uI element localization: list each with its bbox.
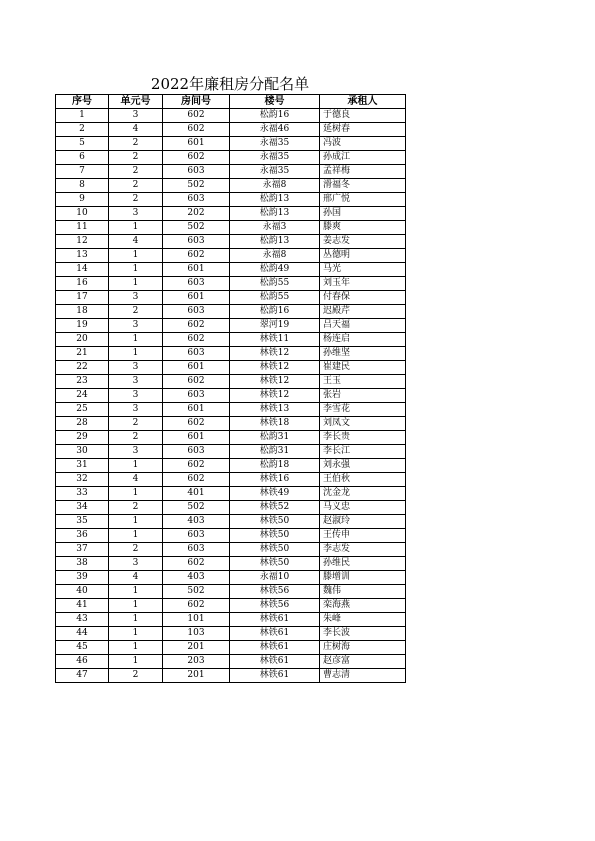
cell-index: 21	[56, 347, 109, 361]
cell-unit: 3	[109, 109, 163, 123]
cell-room: 101	[163, 613, 230, 627]
cell-building: 林铁50	[230, 557, 320, 571]
cell-room: 601	[163, 403, 230, 417]
cell-room: 202	[163, 207, 230, 221]
cell-room: 602	[163, 109, 230, 123]
cell-room: 103	[163, 627, 230, 641]
cell-building: 林铁12	[230, 361, 320, 375]
cell-tenant: 栾海燕	[320, 599, 406, 613]
cell-building: 永福35	[230, 165, 320, 179]
cell-room: 602	[163, 333, 230, 347]
cell-building: 林铁12	[230, 389, 320, 403]
cell-unit: 4	[109, 235, 163, 249]
table-row	[56, 473, 406, 487]
cell-tenant: 王传申	[320, 529, 406, 543]
cell-building: 林铁56	[230, 585, 320, 599]
cell-room: 602	[163, 459, 230, 473]
cell-tenant: 刘凤文	[320, 417, 406, 431]
cell-unit: 1	[109, 599, 163, 613]
cell-tenant: 孙国	[320, 207, 406, 221]
cell-tenant: 李长江	[320, 445, 406, 459]
cell-building: 林铁12	[230, 347, 320, 361]
cell-index: 31	[56, 459, 109, 473]
table-row	[56, 137, 406, 151]
cell-room: 502	[163, 501, 230, 515]
cell-unit: 2	[109, 417, 163, 431]
cell-tenant: 朱峰	[320, 613, 406, 627]
allocation-table	[55, 94, 406, 683]
table-row	[56, 123, 406, 137]
cell-building: 林铁11	[230, 333, 320, 347]
cell-index: 1	[56, 109, 109, 123]
cell-tenant: 王伯秋	[320, 473, 406, 487]
cell-building: 永福35	[230, 151, 320, 165]
cell-tenant: 崔建民	[320, 361, 406, 375]
cell-index: 23	[56, 375, 109, 389]
cell-building: 林铁61	[230, 655, 320, 669]
cell-room: 602	[163, 375, 230, 389]
table-row	[56, 571, 406, 585]
cell-tenant: 马义忠	[320, 501, 406, 515]
cell-room: 603	[163, 543, 230, 557]
cell-unit: 3	[109, 403, 163, 417]
cell-unit: 2	[109, 305, 163, 319]
cell-index: 35	[56, 515, 109, 529]
cell-tenant: 李长贵	[320, 431, 406, 445]
table-row	[56, 151, 406, 165]
cell-building: 松韵13	[230, 235, 320, 249]
table-row	[56, 641, 406, 655]
cell-room: 603	[163, 235, 230, 249]
table-row	[56, 389, 406, 403]
cell-building: 林铁61	[230, 669, 320, 683]
cell-index: 14	[56, 263, 109, 277]
cell-building: 松韵31	[230, 431, 320, 445]
cell-building: 松韵13	[230, 207, 320, 221]
cell-unit: 2	[109, 179, 163, 193]
cell-room: 403	[163, 571, 230, 585]
cell-tenant: 迟殿芹	[320, 305, 406, 319]
cell-index: 17	[56, 291, 109, 305]
cell-tenant: 沈金龙	[320, 487, 406, 501]
table-row	[56, 515, 406, 529]
cell-building: 松韵55	[230, 277, 320, 291]
table-row	[56, 627, 406, 641]
cell-room: 601	[163, 263, 230, 277]
cell-room: 603	[163, 347, 230, 361]
cell-index: 37	[56, 543, 109, 557]
cell-unit: 4	[109, 123, 163, 137]
cell-building: 林铁50	[230, 529, 320, 543]
column-header-unit: 单元号	[109, 95, 163, 109]
cell-tenant: 赵淑玲	[320, 515, 406, 529]
cell-index: 20	[56, 333, 109, 347]
header-row	[56, 95, 406, 109]
cell-unit: 1	[109, 249, 163, 263]
cell-room: 403	[163, 515, 230, 529]
cell-room: 502	[163, 179, 230, 193]
cell-index: 39	[56, 571, 109, 585]
cell-room: 603	[163, 445, 230, 459]
cell-unit: 2	[109, 431, 163, 445]
cell-index: 38	[56, 557, 109, 571]
cell-index: 34	[56, 501, 109, 515]
cell-index: 11	[56, 221, 109, 235]
cell-index: 9	[56, 193, 109, 207]
cell-building: 永福3	[230, 221, 320, 235]
cell-index: 10	[56, 207, 109, 221]
table-row	[56, 277, 406, 291]
cell-room: 602	[163, 599, 230, 613]
cell-index: 8	[56, 179, 109, 193]
cell-room: 602	[163, 417, 230, 431]
cell-unit: 3	[109, 445, 163, 459]
cell-building: 永福46	[230, 123, 320, 137]
cell-unit: 2	[109, 193, 163, 207]
cell-tenant: 赵彦富	[320, 655, 406, 669]
cell-index: 45	[56, 641, 109, 655]
cell-room: 602	[163, 249, 230, 263]
cell-unit: 1	[109, 459, 163, 473]
table-row	[56, 529, 406, 543]
cell-tenant: 孙维坚	[320, 347, 406, 361]
table-row	[56, 109, 406, 123]
cell-tenant: 刘永强	[320, 459, 406, 473]
cell-unit: 1	[109, 529, 163, 543]
cell-building: 松韵13	[230, 193, 320, 207]
cell-unit: 1	[109, 613, 163, 627]
cell-unit: 2	[109, 137, 163, 151]
cell-tenant: 姜志发	[320, 235, 406, 249]
page-title: 2022年廉租房分配名单	[150, 75, 310, 93]
cell-index: 13	[56, 249, 109, 263]
table-row	[56, 669, 406, 683]
cell-tenant: 李雪花	[320, 403, 406, 417]
cell-building: 永福8	[230, 249, 320, 263]
cell-room: 603	[163, 165, 230, 179]
table-row	[56, 655, 406, 669]
cell-tenant: 冯波	[320, 137, 406, 151]
cell-unit: 1	[109, 263, 163, 277]
cell-index: 36	[56, 529, 109, 543]
cell-room: 601	[163, 291, 230, 305]
table-body	[56, 109, 406, 683]
table-row	[56, 543, 406, 557]
cell-building: 林铁61	[230, 627, 320, 641]
cell-tenant: 孙成江	[320, 151, 406, 165]
cell-building: 松韵16	[230, 305, 320, 319]
cell-tenant: 滕爽	[320, 221, 406, 235]
cell-room: 502	[163, 585, 230, 599]
cell-index: 47	[56, 669, 109, 683]
cell-building: 林铁50	[230, 543, 320, 557]
cell-tenant: 延树春	[320, 123, 406, 137]
cell-unit: 1	[109, 627, 163, 641]
cell-unit: 1	[109, 277, 163, 291]
table-row	[56, 291, 406, 305]
cell-room: 602	[163, 319, 230, 333]
cell-unit: 3	[109, 389, 163, 403]
cell-index: 30	[56, 445, 109, 459]
cell-tenant: 张岩	[320, 389, 406, 403]
cell-room: 603	[163, 277, 230, 291]
cell-index: 7	[56, 165, 109, 179]
column-header-building: 楼号	[230, 95, 320, 109]
cell-building: 松韵31	[230, 445, 320, 459]
cell-tenant: 吕天福	[320, 319, 406, 333]
cell-index: 41	[56, 599, 109, 613]
cell-index: 24	[56, 389, 109, 403]
table-row	[56, 501, 406, 515]
cell-tenant: 魏伟	[320, 585, 406, 599]
table-row	[56, 263, 406, 277]
cell-unit: 3	[109, 375, 163, 389]
cell-index: 28	[56, 417, 109, 431]
cell-index: 5	[56, 137, 109, 151]
cell-unit: 4	[109, 571, 163, 585]
cell-unit: 1	[109, 641, 163, 655]
cell-tenant: 孙维民	[320, 557, 406, 571]
table-row	[56, 417, 406, 431]
table-row	[56, 431, 406, 445]
cell-index: 16	[56, 277, 109, 291]
cell-building: 永福35	[230, 137, 320, 151]
cell-index: 22	[56, 361, 109, 375]
cell-unit: 1	[109, 515, 163, 529]
cell-room: 602	[163, 151, 230, 165]
cell-index: 29	[56, 431, 109, 445]
cell-room: 601	[163, 361, 230, 375]
column-header-index: 序号	[56, 95, 109, 109]
cell-index: 44	[56, 627, 109, 641]
cell-building: 松韵18	[230, 459, 320, 473]
cell-tenant: 丛德明	[320, 249, 406, 263]
cell-room: 201	[163, 641, 230, 655]
table-row	[56, 193, 406, 207]
cell-unit: 1	[109, 347, 163, 361]
cell-room: 603	[163, 305, 230, 319]
cell-tenant: 庄树海	[320, 641, 406, 655]
cell-room: 603	[163, 389, 230, 403]
cell-index: 6	[56, 151, 109, 165]
cell-room: 401	[163, 487, 230, 501]
cell-unit: 2	[109, 501, 163, 515]
cell-index: 19	[56, 319, 109, 333]
cell-building: 林铁13	[230, 403, 320, 417]
table-row	[56, 305, 406, 319]
cell-unit: 3	[109, 557, 163, 571]
cell-index: 40	[56, 585, 109, 599]
cell-building: 林铁49	[230, 487, 320, 501]
cell-index: 33	[56, 487, 109, 501]
table-row	[56, 403, 406, 417]
cell-unit: 1	[109, 221, 163, 235]
table-row	[56, 319, 406, 333]
table-row	[56, 557, 406, 571]
cell-unit: 3	[109, 319, 163, 333]
cell-tenant: 王玉	[320, 375, 406, 389]
table-row	[56, 487, 406, 501]
cell-tenant: 刘玉年	[320, 277, 406, 291]
cell-room: 602	[163, 123, 230, 137]
column-header-tenant: 承租人	[320, 95, 406, 109]
cell-unit: 2	[109, 543, 163, 557]
cell-unit: 3	[109, 291, 163, 305]
table-row	[56, 333, 406, 347]
cell-building: 翠河19	[230, 319, 320, 333]
cell-building: 林铁56	[230, 599, 320, 613]
table-row	[56, 221, 406, 235]
cell-unit: 2	[109, 151, 163, 165]
cell-tenant: 于德良	[320, 109, 406, 123]
cell-room: 603	[163, 193, 230, 207]
table-row	[56, 459, 406, 473]
cell-building: 林铁18	[230, 417, 320, 431]
cell-building: 林铁61	[230, 641, 320, 655]
table-row	[56, 165, 406, 179]
cell-building: 林铁16	[230, 473, 320, 487]
cell-unit: 1	[109, 487, 163, 501]
cell-building: 林铁52	[230, 501, 320, 515]
table-row	[56, 207, 406, 221]
cell-index: 12	[56, 235, 109, 249]
column-header-room: 房间号	[163, 95, 230, 109]
table-row	[56, 585, 406, 599]
cell-tenant: 滕增训	[320, 571, 406, 585]
cell-tenant: 李长波	[320, 627, 406, 641]
cell-tenant: 滑福冬	[320, 179, 406, 193]
table-row	[56, 613, 406, 627]
cell-unit: 1	[109, 655, 163, 669]
cell-unit: 3	[109, 361, 163, 375]
cell-unit: 2	[109, 165, 163, 179]
cell-index: 2	[56, 123, 109, 137]
cell-building: 松韵55	[230, 291, 320, 305]
cell-index: 18	[56, 305, 109, 319]
table-row	[56, 179, 406, 193]
cell-tenant: 杨连启	[320, 333, 406, 347]
cell-unit: 4	[109, 473, 163, 487]
cell-building: 松韵16	[230, 109, 320, 123]
cell-tenant: 邢广悦	[320, 193, 406, 207]
cell-tenant: 马光	[320, 263, 406, 277]
table-row	[56, 249, 406, 263]
cell-room: 601	[163, 431, 230, 445]
table-row	[56, 375, 406, 389]
table-row	[56, 361, 406, 375]
cell-tenant: 孟祥梅	[320, 165, 406, 179]
cell-index: 43	[56, 613, 109, 627]
cell-unit: 3	[109, 207, 163, 221]
table-row	[56, 235, 406, 249]
cell-room: 602	[163, 473, 230, 487]
cell-room: 203	[163, 655, 230, 669]
table-row	[56, 347, 406, 361]
cell-building: 松韵49	[230, 263, 320, 277]
cell-building: 林铁12	[230, 375, 320, 389]
cell-index: 32	[56, 473, 109, 487]
cell-room: 201	[163, 669, 230, 683]
cell-building: 林铁61	[230, 613, 320, 627]
cell-unit: 1	[109, 333, 163, 347]
cell-building: 永福8	[230, 179, 320, 193]
table-row	[56, 445, 406, 459]
cell-index: 25	[56, 403, 109, 417]
cell-tenant: 李志发	[320, 543, 406, 557]
cell-unit: 2	[109, 669, 163, 683]
cell-building: 永福10	[230, 571, 320, 585]
table-row	[56, 599, 406, 613]
cell-tenant: 付春保	[320, 291, 406, 305]
cell-room: 602	[163, 557, 230, 571]
cell-room: 502	[163, 221, 230, 235]
cell-room: 603	[163, 529, 230, 543]
cell-room: 601	[163, 137, 230, 151]
cell-tenant: 曹志清	[320, 669, 406, 683]
cell-index: 46	[56, 655, 109, 669]
cell-unit: 1	[109, 585, 163, 599]
cell-building: 林铁50	[230, 515, 320, 529]
